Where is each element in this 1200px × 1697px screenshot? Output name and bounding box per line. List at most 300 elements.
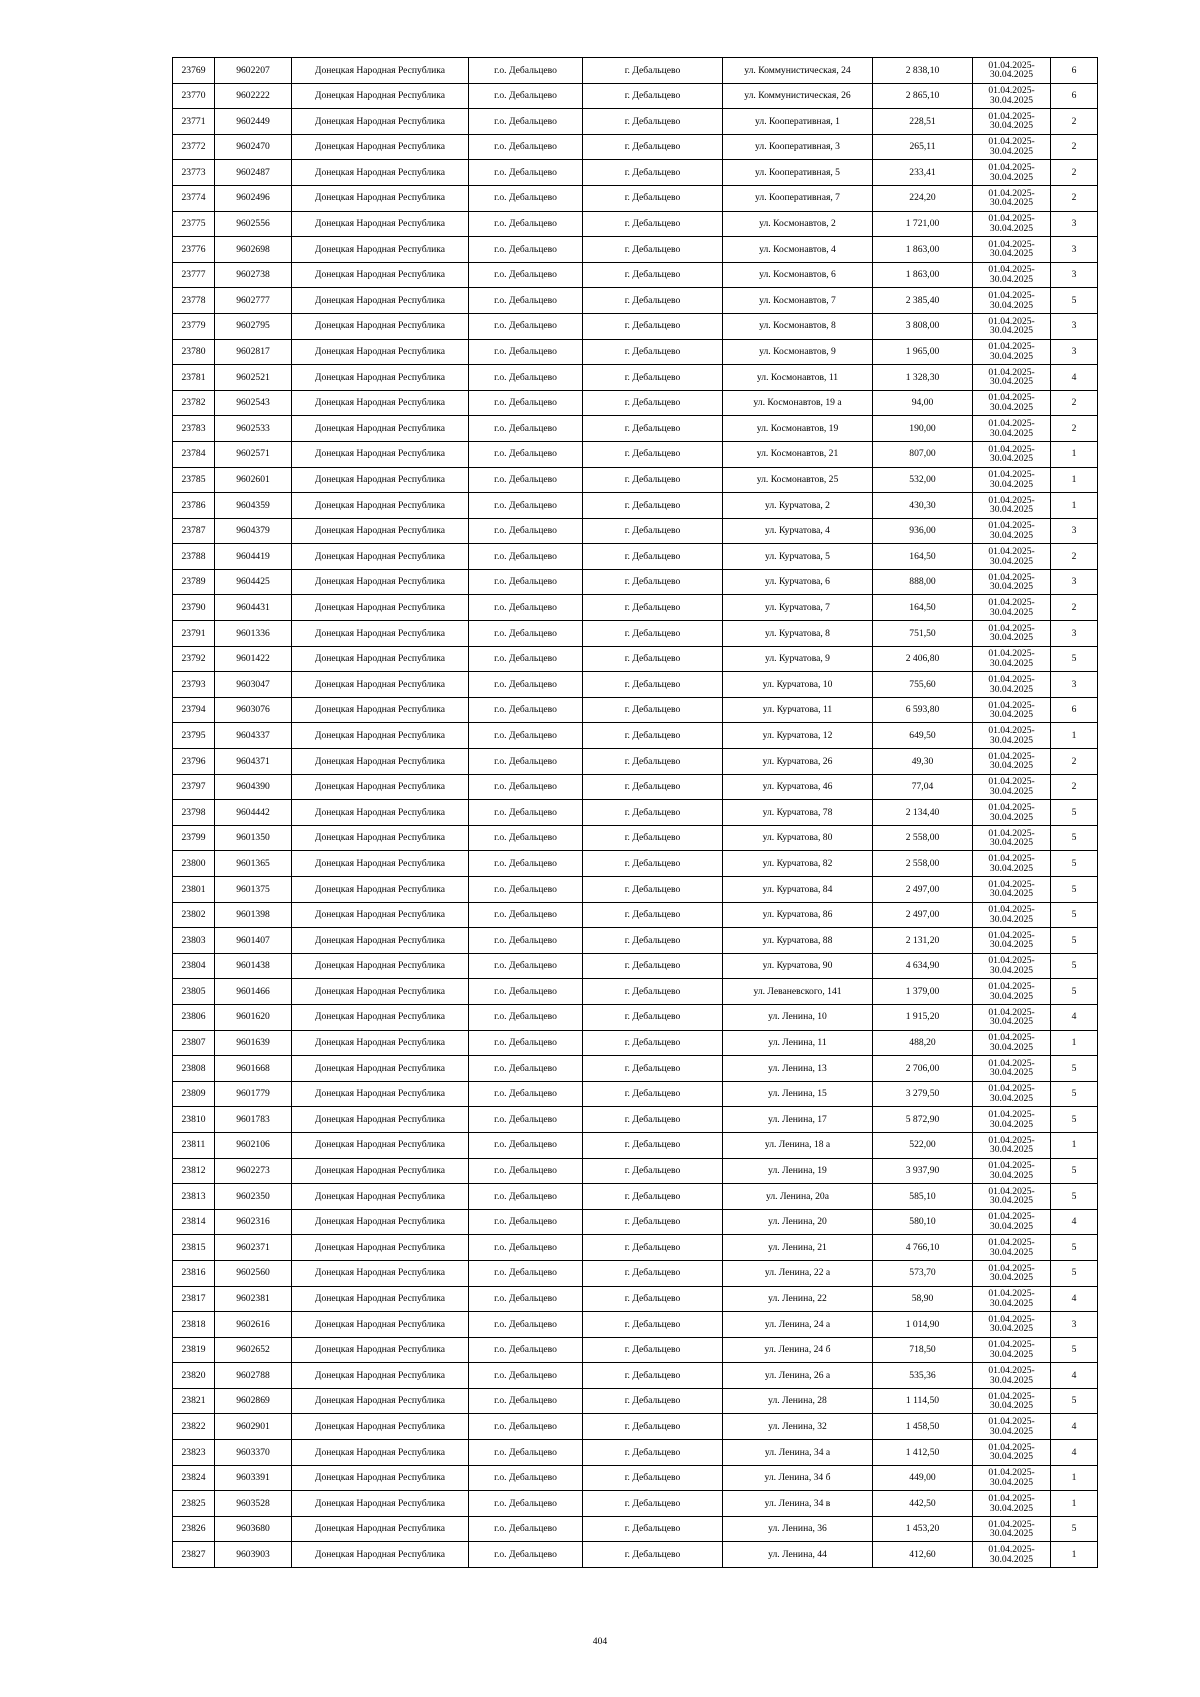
city-cell: г. Дебальцево <box>583 1542 723 1568</box>
account-code-cell: 9602795 <box>215 313 292 339</box>
region-cell: Донецкая Народная Республика <box>292 800 469 826</box>
account-code-cell: 9604431 <box>215 595 292 621</box>
period-end: 30.04.2025 <box>989 1093 1034 1105</box>
district-cell: г.о. Дебальцево <box>469 1235 583 1261</box>
table-row <box>173 83 1098 109</box>
city-cell: г. Дебальцево <box>583 1004 723 1030</box>
period-cell <box>973 1030 1051 1056</box>
district-cell: г.о. Дебальцево <box>469 774 583 800</box>
city-cell: г. Дебальцево <box>583 1056 723 1082</box>
count-cell: 1 <box>1051 467 1098 493</box>
region-cell: Донецкая Народная Республика <box>292 109 469 135</box>
count-cell: 6 <box>1051 58 1098 84</box>
period-start: 01.04.2025- <box>988 290 1035 302</box>
amount-cell: 224,20 <box>873 185 973 211</box>
table-row <box>173 1286 1098 1312</box>
amount-cell: 1 412,50 <box>873 1440 973 1466</box>
period-end: 30.04.2025 <box>989 632 1034 644</box>
address-cell: ул. Курчатова, 11 <box>723 697 873 723</box>
row-number-cell: 23779 <box>173 313 215 339</box>
row-number-cell: 23799 <box>173 825 215 851</box>
period-end: 30.04.2025 <box>989 1016 1034 1028</box>
account-code-cell: 9602698 <box>215 237 292 263</box>
row-number-cell: 23818 <box>173 1312 215 1338</box>
amount-cell: 1 721,00 <box>873 211 973 237</box>
count-cell: 5 <box>1051 1337 1098 1363</box>
district-cell: г.о. Дебальцево <box>469 1004 583 1030</box>
period-end: 30.04.2025 <box>989 785 1034 797</box>
row-number-cell: 23786 <box>173 493 215 519</box>
count-cell: 3 <box>1051 237 1098 263</box>
amount-cell: 430,30 <box>873 493 973 519</box>
row-number-cell: 23808 <box>173 1056 215 1082</box>
period-start: 01.04.2025- <box>988 187 1035 199</box>
amount-cell: 5 872,90 <box>873 1107 973 1133</box>
account-code-cell: 9603370 <box>215 1440 292 1466</box>
address-cell: ул. Ленина, 20а <box>723 1184 873 1210</box>
district-cell: г.о. Дебальцево <box>469 877 583 903</box>
city-cell: г. Дебальцево <box>583 1363 723 1389</box>
count-cell: 3 <box>1051 211 1098 237</box>
district-cell: г.о. Дебальцево <box>469 569 583 595</box>
city-cell: г. Дебальцево <box>583 979 723 1005</box>
account-code-cell: 9601668 <box>215 1056 292 1082</box>
amount-cell: 2 406,80 <box>873 646 973 672</box>
table-row <box>173 877 1098 903</box>
account-code-cell: 9604359 <box>215 493 292 519</box>
count-cell: 2 <box>1051 749 1098 775</box>
period-start: 01.04.2025- <box>988 264 1035 276</box>
amount-cell: 936,00 <box>873 518 973 544</box>
address-cell: ул. Ленина, 17 <box>723 1107 873 1133</box>
district-cell: г.о. Дебальцево <box>469 825 583 851</box>
region-cell: Донецкая Народная Республика <box>292 1030 469 1056</box>
region-cell: Донецкая Народная Республика <box>292 1414 469 1440</box>
row-number-cell: 23800 <box>173 851 215 877</box>
period-start: 01.04.2025- <box>988 878 1035 890</box>
account-code-cell: 9602556 <box>215 211 292 237</box>
period-cell <box>973 441 1051 467</box>
row-number-cell: 23807 <box>173 1030 215 1056</box>
amount-cell: 1 863,00 <box>873 237 973 263</box>
period-cell <box>973 1056 1051 1082</box>
amount-cell: 1 458,50 <box>873 1414 973 1440</box>
city-cell: г. Дебальцево <box>583 774 723 800</box>
row-number-cell: 23822 <box>173 1414 215 1440</box>
account-code-cell: 9601350 <box>215 825 292 851</box>
count-cell: 5 <box>1051 1107 1098 1133</box>
region-cell: Донецкая Народная Республика <box>292 1004 469 1030</box>
table-row <box>173 774 1098 800</box>
period-end: 30.04.2025 <box>989 1374 1034 1386</box>
amount-cell: 49,30 <box>873 749 973 775</box>
count-cell: 1 <box>1051 723 1098 749</box>
period-cell <box>973 1286 1051 1312</box>
amount-cell: 580,10 <box>873 1209 973 1235</box>
address-cell: ул. Курчатова, 9 <box>723 646 873 672</box>
region-cell: Донецкая Народная Республика <box>292 621 469 647</box>
district-cell: г.о. Дебальцево <box>469 1056 583 1082</box>
count-cell: 5 <box>1051 800 1098 826</box>
region-cell: Донецкая Народная Республика <box>292 262 469 288</box>
district-cell: г.о. Дебальцево <box>469 1030 583 1056</box>
table-row <box>173 1542 1098 1568</box>
period-cell <box>973 1440 1051 1466</box>
district-cell: г.о. Дебальцево <box>469 1516 583 1542</box>
city-cell: г. Дебальцево <box>583 1184 723 1210</box>
city-cell: г. Дебальцево <box>583 1388 723 1414</box>
amount-cell: 412,60 <box>873 1542 973 1568</box>
address-cell: ул. Космонавтов, 8 <box>723 313 873 339</box>
account-code-cell: 9601407 <box>215 928 292 954</box>
region-cell: Донецкая Народная Республика <box>292 902 469 928</box>
count-cell: 1 <box>1051 1491 1098 1517</box>
address-cell: ул. Ленина, 20 <box>723 1209 873 1235</box>
district-cell: г.о. Дебальцево <box>469 1388 583 1414</box>
address-cell: ул. Космонавтов, 19 а <box>723 390 873 416</box>
district-cell: г.о. Дебальцево <box>469 595 583 621</box>
city-cell: г. Дебальцево <box>583 1440 723 1466</box>
period-start: 01.04.2025- <box>988 1339 1035 1351</box>
district-cell: г.о. Дебальцево <box>469 313 583 339</box>
amount-cell: 1 965,00 <box>873 339 973 365</box>
count-cell: 3 <box>1051 313 1098 339</box>
count-cell: 5 <box>1051 1158 1098 1184</box>
district-cell: г.о. Дебальцево <box>469 953 583 979</box>
period-cell <box>973 800 1051 826</box>
region-cell: Донецкая Народная Республика <box>292 723 469 749</box>
period-end: 30.04.2025 <box>989 1221 1034 1233</box>
count-cell: 4 <box>1051 1209 1098 1235</box>
count-cell: 4 <box>1051 1286 1098 1312</box>
table-row <box>173 1440 1098 1466</box>
city-cell: г. Дебальцево <box>583 1030 723 1056</box>
district-cell: г.о. Дебальцево <box>469 237 583 263</box>
city-cell: г. Дебальцево <box>583 134 723 160</box>
table-row <box>173 1516 1098 1542</box>
region-cell: Донецкая Народная Республика <box>292 672 469 698</box>
city-cell: г. Дебальцево <box>583 928 723 954</box>
row-number-cell: 23777 <box>173 262 215 288</box>
district-cell: г.о. Дебальцево <box>469 1542 583 1568</box>
period-cell <box>973 109 1051 135</box>
district-cell: г.о. Дебальцево <box>469 1132 583 1158</box>
table-row <box>173 1337 1098 1363</box>
district-cell: г.о. Дебальцево <box>469 185 583 211</box>
city-cell: г. Дебальцево <box>583 262 723 288</box>
region-cell: Донецкая Народная Республика <box>292 697 469 723</box>
account-code-cell: 9601639 <box>215 1030 292 1056</box>
account-code-cell: 9602560 <box>215 1260 292 1286</box>
amount-cell: 4 766,10 <box>873 1235 973 1261</box>
amount-cell: 1 453,20 <box>873 1516 973 1542</box>
row-number-cell: 23813 <box>173 1184 215 1210</box>
account-code-cell: 9602652 <box>215 1337 292 1363</box>
address-cell: ул. Космонавтов, 4 <box>723 237 873 263</box>
period-start: 01.04.2025- <box>988 622 1035 634</box>
region-cell: Донецкая Народная Республика <box>292 1363 469 1389</box>
address-cell: ул. Ленина, 19 <box>723 1158 873 1184</box>
city-cell: г. Дебальцево <box>583 390 723 416</box>
district-cell: г.о. Дебальцево <box>469 262 583 288</box>
city-cell: г. Дебальцево <box>583 1235 723 1261</box>
table-row <box>173 646 1098 672</box>
data-table <box>172 57 1098 1568</box>
region-cell: Донецкая Народная Республика <box>292 877 469 903</box>
period-start: 01.04.2025- <box>988 1288 1035 1300</box>
table-row <box>173 58 1098 84</box>
period-cell <box>973 877 1051 903</box>
count-cell: 5 <box>1051 1388 1098 1414</box>
period-end: 30.04.2025 <box>989 1451 1034 1463</box>
district-cell: г.о. Дебальцево <box>469 339 583 365</box>
table-row <box>173 211 1098 237</box>
count-cell: 2 <box>1051 544 1098 570</box>
row-number-cell: 23772 <box>173 134 215 160</box>
period-cell <box>973 851 1051 877</box>
period-cell <box>973 493 1051 519</box>
table-row <box>173 1388 1098 1414</box>
amount-cell: 228,51 <box>873 109 973 135</box>
city-cell: г. Дебальцево <box>583 1081 723 1107</box>
period-start: 01.04.2025- <box>988 1057 1035 1069</box>
region-cell: Донецкая Народная Республика <box>292 467 469 493</box>
amount-cell: 535,36 <box>873 1363 973 1389</box>
period-end: 30.04.2025 <box>989 990 1034 1002</box>
address-cell: ул. Ленина, 34 а <box>723 1440 873 1466</box>
period-cell <box>973 390 1051 416</box>
period-end: 30.04.2025 <box>989 888 1034 900</box>
city-cell: г. Дебальцево <box>583 749 723 775</box>
table-row <box>173 313 1098 339</box>
district-cell: г.о. Дебальцево <box>469 621 583 647</box>
city-cell: г. Дебальцево <box>583 1465 723 1491</box>
period-end: 30.04.2025 <box>989 939 1034 951</box>
region-cell: Донецкая Народная Республика <box>292 1081 469 1107</box>
period-start: 01.04.2025- <box>988 776 1035 788</box>
row-number-cell: 23817 <box>173 1286 215 1312</box>
count-cell: 1 <box>1051 1465 1098 1491</box>
city-cell: г. Дебальцево <box>583 723 723 749</box>
row-number-cell: 23814 <box>173 1209 215 1235</box>
period-cell <box>973 544 1051 570</box>
row-number-cell: 23824 <box>173 1465 215 1491</box>
row-number-cell: 23805 <box>173 979 215 1005</box>
amount-cell: 755,60 <box>873 672 973 698</box>
table-row <box>173 1056 1098 1082</box>
period-end: 30.04.2025 <box>989 1041 1034 1053</box>
region-cell: Донецкая Народная Республика <box>292 1491 469 1517</box>
city-cell: г. Дебальцево <box>583 1312 723 1338</box>
district-cell: г.о. Дебальцево <box>469 160 583 186</box>
region-cell: Донецкая Народная Республика <box>292 58 469 84</box>
period-cell <box>973 749 1051 775</box>
district-cell: г.о. Дебальцево <box>469 1312 583 1338</box>
address-cell: ул. Курчатова, 82 <box>723 851 873 877</box>
period-end: 30.04.2025 <box>989 222 1034 234</box>
period-end: 30.04.2025 <box>989 811 1034 823</box>
period-start: 01.04.2025- <box>988 1083 1035 1095</box>
table-row <box>173 851 1098 877</box>
row-number-cell: 23788 <box>173 544 215 570</box>
period-start: 01.04.2025- <box>988 85 1035 97</box>
count-cell: 4 <box>1051 1004 1098 1030</box>
amount-cell: 807,00 <box>873 441 973 467</box>
region-cell: Донецкая Народная Республика <box>292 390 469 416</box>
district-cell: г.о. Дебальцево <box>469 365 583 391</box>
row-number-cell: 23784 <box>173 441 215 467</box>
account-code-cell: 9603528 <box>215 1491 292 1517</box>
count-cell: 3 <box>1051 262 1098 288</box>
period-end: 30.04.2025 <box>989 376 1034 388</box>
period-start: 01.04.2025- <box>988 136 1035 148</box>
region-cell: Донецкая Народная Республика <box>292 1465 469 1491</box>
table-row <box>173 1465 1098 1491</box>
count-cell: 6 <box>1051 697 1098 723</box>
table-row <box>173 1235 1098 1261</box>
district-cell: г.о. Дебальцево <box>469 109 583 135</box>
period-end: 30.04.2025 <box>989 529 1034 541</box>
address-cell: ул. Курчатова, 88 <box>723 928 873 954</box>
period-cell <box>973 1081 1051 1107</box>
count-cell: 3 <box>1051 621 1098 647</box>
amount-cell: 190,00 <box>873 416 973 442</box>
row-number-cell: 23819 <box>173 1337 215 1363</box>
table-row <box>173 1081 1098 1107</box>
period-start: 01.04.2025- <box>988 469 1035 481</box>
count-cell: 2 <box>1051 109 1098 135</box>
period-start: 01.04.2025- <box>988 571 1035 583</box>
period-end: 30.04.2025 <box>989 913 1034 925</box>
row-number-cell: 23823 <box>173 1440 215 1466</box>
amount-cell: 751,50 <box>873 621 973 647</box>
period-cell <box>973 595 1051 621</box>
city-cell: г. Дебальцево <box>583 595 723 621</box>
account-code-cell: 9602470 <box>215 134 292 160</box>
table-row <box>173 1158 1098 1184</box>
account-code-cell: 9602738 <box>215 262 292 288</box>
district-cell: г.о. Дебальцево <box>469 83 583 109</box>
period-cell <box>973 1235 1051 1261</box>
address-cell: ул. Ленина, 36 <box>723 1516 873 1542</box>
address-cell: ул. Ленина, 34 в <box>723 1491 873 1517</box>
address-cell: ул. Кооперативная, 3 <box>723 134 873 160</box>
period-start: 01.04.2025- <box>988 1185 1035 1197</box>
amount-cell: 2 838,10 <box>873 58 973 84</box>
region-cell: Донецкая Народная Республика <box>292 518 469 544</box>
city-cell: г. Дебальцево <box>583 288 723 314</box>
table-row <box>173 723 1098 749</box>
amount-cell: 77,04 <box>873 774 973 800</box>
region-cell: Донецкая Народная Республика <box>292 774 469 800</box>
city-cell: г. Дебальцево <box>583 467 723 493</box>
region-cell: Донецкая Народная Республика <box>292 1312 469 1338</box>
period-end: 30.04.2025 <box>989 1169 1034 1181</box>
period-start: 01.04.2025- <box>988 904 1035 916</box>
period-start: 01.04.2025- <box>988 1109 1035 1121</box>
period-end: 30.04.2025 <box>989 1476 1034 1488</box>
account-code-cell: 9602901 <box>215 1414 292 1440</box>
district-cell: г.о. Дебальцево <box>469 1491 583 1517</box>
row-number-cell: 23775 <box>173 211 215 237</box>
region-cell: Донецкая Народная Республика <box>292 749 469 775</box>
region-cell: Донецкая Народная Республика <box>292 646 469 672</box>
district-cell: г.о. Дебальцево <box>469 800 583 826</box>
region-cell: Донецкая Народная Республика <box>292 211 469 237</box>
account-code-cell: 9603391 <box>215 1465 292 1491</box>
period-end: 30.04.2025 <box>989 1144 1034 1156</box>
period-cell <box>973 902 1051 928</box>
account-code-cell: 9604442 <box>215 800 292 826</box>
account-code-cell: 9602496 <box>215 185 292 211</box>
account-code-cell: 9602222 <box>215 83 292 109</box>
period-end: 30.04.2025 <box>989 657 1034 669</box>
period-end: 30.04.2025 <box>989 1425 1034 1437</box>
period-end: 30.04.2025 <box>989 94 1034 106</box>
address-cell: ул. Ленина, 24 б <box>723 1337 873 1363</box>
period-start: 01.04.2025- <box>988 1492 1035 1504</box>
count-cell: 1 <box>1051 493 1098 519</box>
region-cell: Донецкая Народная Республика <box>292 1184 469 1210</box>
row-number-cell: 23802 <box>173 902 215 928</box>
address-cell: ул. Ленина, 34 б <box>723 1465 873 1491</box>
period-end: 30.04.2025 <box>989 478 1034 490</box>
district-cell: г.о. Дебальцево <box>469 646 583 672</box>
period-start: 01.04.2025- <box>988 1160 1035 1172</box>
period-start: 01.04.2025- <box>988 520 1035 532</box>
period-cell <box>973 1107 1051 1133</box>
region-cell: Донецкая Народная Республика <box>292 1158 469 1184</box>
city-cell: г. Дебальцево <box>583 800 723 826</box>
account-code-cell: 9603047 <box>215 672 292 698</box>
table-row <box>173 262 1098 288</box>
address-cell: ул. Ленина, 22 а <box>723 1260 873 1286</box>
period-end: 30.04.2025 <box>989 1502 1034 1514</box>
region-cell: Донецкая Народная Республика <box>292 339 469 365</box>
period-start: 01.04.2025- <box>988 981 1035 993</box>
district-cell: г.о. Дебальцево <box>469 979 583 1005</box>
count-cell: 5 <box>1051 877 1098 903</box>
table-row <box>173 979 1098 1005</box>
period-start: 01.04.2025- <box>988 213 1035 225</box>
district-cell: г.о. Дебальцево <box>469 467 583 493</box>
period-cell <box>973 262 1051 288</box>
amount-cell: 1 014,90 <box>873 1312 973 1338</box>
district-cell: г.о. Дебальцево <box>469 672 583 698</box>
period-end: 30.04.2025 <box>989 837 1034 849</box>
region-cell: Донецкая Народная Республика <box>292 1337 469 1363</box>
count-cell: 5 <box>1051 288 1098 314</box>
account-code-cell: 9601466 <box>215 979 292 1005</box>
amount-cell: 488,20 <box>873 1030 973 1056</box>
period-start: 01.04.2025- <box>988 597 1035 609</box>
amount-cell: 2 865,10 <box>873 83 973 109</box>
region-cell: Донецкая Народная Республика <box>292 595 469 621</box>
address-cell: ул. Курчатова, 80 <box>723 825 873 851</box>
district-cell: г.о. Дебальцево <box>469 928 583 954</box>
address-cell: ул. Космонавтов, 7 <box>723 288 873 314</box>
count-cell: 5 <box>1051 1260 1098 1286</box>
period-end: 30.04.2025 <box>989 504 1034 516</box>
city-cell: г. Дебальцево <box>583 621 723 647</box>
period-end: 30.04.2025 <box>989 683 1034 695</box>
period-end: 30.04.2025 <box>989 274 1034 286</box>
region-cell: Донецкая Народная Республика <box>292 1440 469 1466</box>
account-code-cell: 9602533 <box>215 416 292 442</box>
account-code-cell: 9601422 <box>215 646 292 672</box>
period-cell <box>973 467 1051 493</box>
address-cell: ул. Курчатова, 4 <box>723 518 873 544</box>
